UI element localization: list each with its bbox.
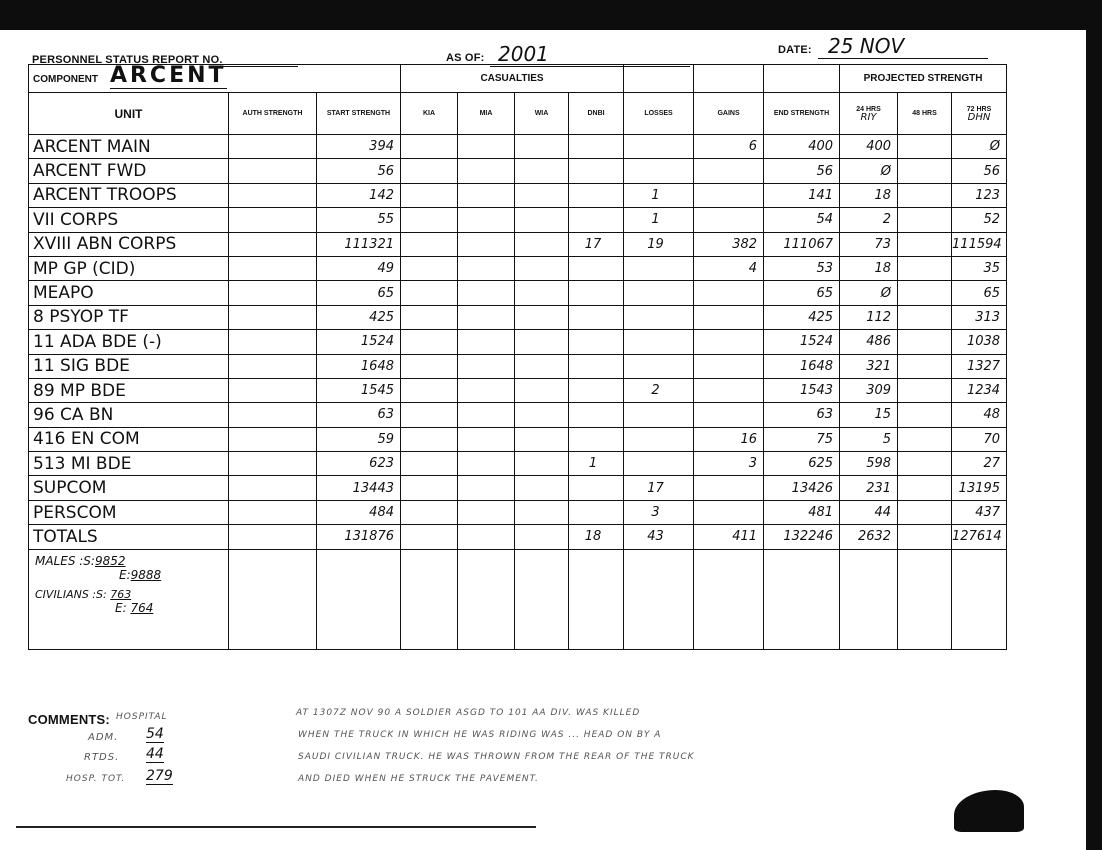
table-row <box>29 476 1007 500</box>
cell-wia <box>515 354 569 378</box>
h72-note: DHN <box>967 111 991 123</box>
cell-gains <box>694 208 764 232</box>
cell-h72: 1038 <box>952 330 1007 354</box>
table-row <box>29 378 1007 402</box>
cell-start: 425 <box>317 305 401 329</box>
cell-h72: 70 <box>952 427 1007 451</box>
cell-end: 1524 <box>764 330 840 354</box>
cell-h24: 400 <box>840 135 898 159</box>
cell-end: 425 <box>764 305 840 329</box>
unit-name: SUPCOM <box>29 476 229 500</box>
cell-h48 <box>898 159 952 183</box>
cell-h24: 321 <box>840 354 898 378</box>
cell-h72: 56 <box>952 159 1007 183</box>
mia-header: MIA <box>458 93 515 135</box>
cell-mia <box>458 281 515 305</box>
table-row <box>29 256 1007 280</box>
cell-start: 55 <box>317 208 401 232</box>
cell-h72: 13195 <box>952 476 1007 500</box>
cell-end: 1543 <box>764 378 840 402</box>
cell-gains <box>694 500 764 524</box>
cell-gains <box>694 354 764 378</box>
cell-start: 111321 <box>317 232 401 256</box>
unit-name: PERSCOM <box>29 500 229 524</box>
cell-mia <box>458 256 515 280</box>
cell-h24: 309 <box>840 378 898 402</box>
cell-losses <box>624 403 694 427</box>
cell-h48 <box>898 256 952 280</box>
cell-end: 54 <box>764 208 840 232</box>
cell-h48 <box>898 452 952 476</box>
start-header: START STRENGTH <box>317 93 401 135</box>
cell-gains: 411 <box>694 525 764 549</box>
h24-note: RIY <box>860 111 877 123</box>
cell-mia <box>458 183 515 207</box>
cell-dnbi <box>569 183 624 207</box>
cell-end: 481 <box>764 500 840 524</box>
unit-name: XVIII ABN CORPS <box>29 232 229 256</box>
table-row <box>29 427 1007 451</box>
unit-rows <box>29 135 1007 550</box>
cell-h72: 48 <box>952 403 1007 427</box>
h24-label: 24 HRS <box>856 105 881 113</box>
cell-mia <box>458 500 515 524</box>
cell-h72: 127614 <box>952 525 1007 549</box>
cell-wia <box>515 305 569 329</box>
cell-auth <box>229 525 317 549</box>
table-row <box>29 330 1007 354</box>
unit-name: 11 ADA BDE (-) <box>29 330 229 354</box>
cell-end: 65 <box>764 281 840 305</box>
cell-auth <box>229 476 317 500</box>
table-row <box>29 183 1007 207</box>
cell-h72: 35 <box>952 256 1007 280</box>
cell-losses: 1 <box>624 183 694 207</box>
cell-losses <box>624 135 694 159</box>
cell-dnbi: 18 <box>569 525 624 549</box>
as-of-value: 2001 <box>498 42 549 66</box>
cell-gains: 16 <box>694 427 764 451</box>
rtds-value: 44 <box>146 746 164 762</box>
table-row <box>29 525 1007 549</box>
projected-header: PROJECTED STRENGTH <box>840 65 1007 93</box>
cell-dnbi <box>569 476 624 500</box>
table-row <box>29 354 1007 378</box>
as-of-label: AS OF: <box>446 52 485 64</box>
cell-gains <box>694 476 764 500</box>
cell-start: 142 <box>317 183 401 207</box>
cell-h24: 2632 <box>840 525 898 549</box>
unit-name: ARCENT TROOPS <box>29 183 229 207</box>
cell-auth <box>229 500 317 524</box>
cell-kia <box>401 354 458 378</box>
unit-name: 8 PSYOP TF <box>29 305 229 329</box>
comment-line-1: AT 1307Z NOV 90 A SOLDIER ASGD TO 101 AA DIV. WAS KILLED <box>296 708 641 718</box>
cell-mia <box>458 135 515 159</box>
component-cell <box>29 65 401 93</box>
cell-start: 131876 <box>317 525 401 549</box>
cell-mia <box>458 208 515 232</box>
cell-auth <box>229 427 317 451</box>
cell-h48 <box>898 378 952 402</box>
males-e: E:9888 <box>119 567 162 582</box>
cell-start: 1545 <box>317 378 401 402</box>
cell-h72: Ø <box>952 135 1007 159</box>
unit-name: ARCENT FWD <box>29 159 229 183</box>
unit-name: 11 SIG BDE <box>29 354 229 378</box>
cell-h24: 44 <box>840 500 898 524</box>
table-row <box>29 281 1007 305</box>
cell-losses <box>624 330 694 354</box>
date-value: 25 NOV <box>828 34 905 58</box>
cell-auth <box>229 159 317 183</box>
cell-dnbi <box>569 427 624 451</box>
civilians-s: CIVILIANS :S: 763 <box>35 587 132 601</box>
h72-header <box>952 93 1007 135</box>
cell-gains <box>694 281 764 305</box>
cell-gains: 382 <box>694 232 764 256</box>
cell-h24: 18 <box>840 256 898 280</box>
cell-gains <box>694 159 764 183</box>
casualties-header: CASUALTIES <box>401 65 624 93</box>
cell-dnbi: 1 <box>569 452 624 476</box>
cell-h48 <box>898 354 952 378</box>
cell-losses <box>624 159 694 183</box>
extra-cell <box>29 549 229 649</box>
cell-start: 13443 <box>317 476 401 500</box>
hospital-note: HOSPITAL <box>116 712 168 722</box>
personnel-status-form <box>28 34 1008 834</box>
cell-h24: 486 <box>840 330 898 354</box>
cell-gains <box>694 330 764 354</box>
cell-end: 111067 <box>764 232 840 256</box>
cell-h24: 598 <box>840 452 898 476</box>
cell-gains <box>694 403 764 427</box>
cell-start: 65 <box>317 281 401 305</box>
table-row <box>29 403 1007 427</box>
cell-losses <box>624 281 694 305</box>
cell-kia <box>401 232 458 256</box>
cell-h48 <box>898 330 952 354</box>
cell-dnbi <box>569 500 624 524</box>
losses-header: LOSSES <box>624 93 694 135</box>
cell-end: 1648 <box>764 354 840 378</box>
scan-top-border <box>0 0 1102 30</box>
cell-mia <box>458 427 515 451</box>
h72-label: 72 HRS <box>966 105 992 113</box>
cell-auth <box>229 354 317 378</box>
cell-kia <box>401 452 458 476</box>
wia-header: WIA <box>515 93 569 135</box>
cell-h48 <box>898 305 952 329</box>
comment-line-4: AND DIED WHEN HE STRUCK THE PAVEMENT. <box>298 774 539 784</box>
cell-wia <box>515 159 569 183</box>
cell-wia <box>515 208 569 232</box>
unit-name: ARCENT MAIN <box>29 135 229 159</box>
cell-h24: Ø <box>840 281 898 305</box>
cell-h24: 231 <box>840 476 898 500</box>
cell-auth <box>229 208 317 232</box>
cell-gains <box>694 305 764 329</box>
cell-h48 <box>898 427 952 451</box>
cell-kia <box>401 500 458 524</box>
cell-wia <box>515 256 569 280</box>
cell-kia <box>401 330 458 354</box>
cell-wia <box>515 476 569 500</box>
cell-losses <box>624 256 694 280</box>
cell-mia <box>458 476 515 500</box>
males-s: MALES :S:9852 <box>35 553 126 568</box>
cell-h72: 313 <box>952 305 1007 329</box>
unit-name: MEAPO <box>29 281 229 305</box>
cell-kia <box>401 427 458 451</box>
unit-name: MP GP (CID) <box>29 256 229 280</box>
adm-label: ADM. <box>88 732 119 743</box>
unit-name: 513 MI BDE <box>29 452 229 476</box>
cell-mia <box>458 354 515 378</box>
cell-kia <box>401 281 458 305</box>
cell-losses <box>624 354 694 378</box>
cell-start: 484 <box>317 500 401 524</box>
cell-h72: 65 <box>952 281 1007 305</box>
cell-h48 <box>898 403 952 427</box>
extra-row <box>29 549 1007 649</box>
unit-name: 416 EN COM <box>29 427 229 451</box>
gains-header: GAINS <box>694 93 764 135</box>
h24-header <box>840 93 898 135</box>
cell-end: 56 <box>764 159 840 183</box>
cell-h48 <box>898 135 952 159</box>
cell-auth <box>229 403 317 427</box>
cell-gains: 3 <box>694 452 764 476</box>
component-label: COMPONENT <box>33 74 98 85</box>
cell-h72: 111594 <box>952 232 1007 256</box>
cell-dnbi <box>569 305 624 329</box>
cell-losses <box>624 427 694 451</box>
cell-kia <box>401 476 458 500</box>
cell-gains <box>694 183 764 207</box>
cell-wia <box>515 281 569 305</box>
cell-kia <box>401 159 458 183</box>
strength-table <box>28 64 1007 650</box>
cell-end: 63 <box>764 403 840 427</box>
hosp-total-value: 279 <box>146 768 173 784</box>
cell-start: 56 <box>317 159 401 183</box>
unit-name: 89 MP BDE <box>29 378 229 402</box>
cell-kia <box>401 208 458 232</box>
cell-dnbi <box>569 135 624 159</box>
cell-h48 <box>898 281 952 305</box>
cell-start: 1524 <box>317 330 401 354</box>
comment-line-3: SAUDI CIVILIAN TRUCK. HE WAS THROWN FROM THE REAR OF THE TRUCK <box>298 752 695 762</box>
cell-wia <box>515 403 569 427</box>
cell-h24: 18 <box>840 183 898 207</box>
cell-losses: 2 <box>624 378 694 402</box>
cell-gains: 4 <box>694 256 764 280</box>
table-row <box>29 208 1007 232</box>
cell-h48 <box>898 183 952 207</box>
cell-kia <box>401 378 458 402</box>
cell-h48 <box>898 476 952 500</box>
cell-kia <box>401 183 458 207</box>
table-row <box>29 159 1007 183</box>
cell-dnbi <box>569 378 624 402</box>
cell-dnbi <box>569 354 624 378</box>
cell-wia <box>515 500 569 524</box>
form-footer-rule <box>16 826 536 828</box>
cell-mia <box>458 403 515 427</box>
cell-mia <box>458 232 515 256</box>
cell-start: 394 <box>317 135 401 159</box>
cell-auth <box>229 232 317 256</box>
unit-name: VII CORPS <box>29 208 229 232</box>
cell-h24: 112 <box>840 305 898 329</box>
comments-section <box>28 708 1006 828</box>
cell-end: 53 <box>764 256 840 280</box>
unit-name: 96 CA BN <box>29 403 229 427</box>
component-value: ARCENT <box>109 64 227 88</box>
cell-auth <box>229 378 317 402</box>
cell-h72: 27 <box>952 452 1007 476</box>
cell-mia <box>458 525 515 549</box>
cell-kia <box>401 305 458 329</box>
cell-losses <box>624 305 694 329</box>
cell-losses <box>624 452 694 476</box>
cell-h72: 1327 <box>952 354 1007 378</box>
cell-auth <box>229 135 317 159</box>
cell-losses: 17 <box>624 476 694 500</box>
cell-wia <box>515 427 569 451</box>
table-row <box>29 232 1007 256</box>
cell-h24: 73 <box>840 232 898 256</box>
auth-header: AUTH STRENGTH <box>229 93 317 135</box>
cell-end: 75 <box>764 427 840 451</box>
cell-start: 59 <box>317 427 401 451</box>
cell-mia <box>458 330 515 354</box>
cell-h72: 52 <box>952 208 1007 232</box>
cell-h48 <box>898 232 952 256</box>
table-row <box>29 500 1007 524</box>
kia-header: KIA <box>401 93 458 135</box>
rtds-label: RTDS. <box>84 752 120 763</box>
cell-auth <box>229 281 317 305</box>
adm-value: 54 <box>146 726 164 742</box>
cell-end: 132246 <box>764 525 840 549</box>
cell-gains: 6 <box>694 135 764 159</box>
table-row <box>29 305 1007 329</box>
cell-dnbi <box>569 256 624 280</box>
cell-losses: 19 <box>624 232 694 256</box>
cell-mia <box>458 378 515 402</box>
cell-auth <box>229 305 317 329</box>
hosp-total-label: HOSP. TOT. <box>66 774 126 784</box>
date-label: DATE: <box>778 44 812 56</box>
cell-h24: 5 <box>840 427 898 451</box>
cell-start: 1648 <box>317 354 401 378</box>
end-header: END STRENGTH <box>764 93 840 135</box>
table-row <box>29 135 1007 159</box>
date-underline <box>818 58 988 59</box>
cell-end: 13426 <box>764 476 840 500</box>
cell-auth <box>229 330 317 354</box>
cell-kia <box>401 403 458 427</box>
cell-dnbi <box>569 159 624 183</box>
cell-losses: 43 <box>624 525 694 549</box>
cell-h24: 15 <box>840 403 898 427</box>
cell-wia <box>515 378 569 402</box>
cell-losses: 1 <box>624 208 694 232</box>
cell-h24: Ø <box>840 159 898 183</box>
unit-name: TOTALS <box>29 525 229 549</box>
cell-dnbi: 17 <box>569 232 624 256</box>
cell-wia <box>515 135 569 159</box>
cell-kia <box>401 525 458 549</box>
cell-mia <box>458 305 515 329</box>
comment-line-2: WHEN THE TRUCK IN WHICH HE WAS RIDING WAS ... HEAD ON BY A <box>298 730 662 740</box>
cell-auth <box>229 256 317 280</box>
cell-auth <box>229 452 317 476</box>
cell-h24: 2 <box>840 208 898 232</box>
cell-kia <box>401 135 458 159</box>
cell-kia <box>401 256 458 280</box>
cell-start: 63 <box>317 403 401 427</box>
cell-end: 625 <box>764 452 840 476</box>
report-no-label: PERSONNEL STATUS REPORT NO. <box>32 54 223 66</box>
cell-dnbi <box>569 403 624 427</box>
cell-start: 623 <box>317 452 401 476</box>
cell-gains <box>694 378 764 402</box>
cell-dnbi <box>569 208 624 232</box>
unit-header: UNIT <box>29 93 229 135</box>
cell-wia <box>515 452 569 476</box>
cell-h72: 123 <box>952 183 1007 207</box>
table-row <box>29 452 1007 476</box>
cell-wia <box>515 183 569 207</box>
scan-right-border <box>1086 0 1102 850</box>
cell-wia <box>515 330 569 354</box>
cell-end: 141 <box>764 183 840 207</box>
cell-h48 <box>898 525 952 549</box>
cell-h72: 437 <box>952 500 1007 524</box>
cell-h48 <box>898 208 952 232</box>
cell-mia <box>458 452 515 476</box>
cell-end: 400 <box>764 135 840 159</box>
cell-start: 49 <box>317 256 401 280</box>
h48-header: 48 HRS <box>898 93 952 135</box>
dnbi-header: DNBI <box>569 93 624 135</box>
comments-label: COMMENTS: <box>28 712 110 727</box>
civilians-e: E: 764 <box>115 600 154 615</box>
cell-wia <box>515 525 569 549</box>
cell-h72: 1234 <box>952 378 1007 402</box>
cell-dnbi <box>569 330 624 354</box>
cell-auth <box>229 183 317 207</box>
cell-h48 <box>898 500 952 524</box>
cell-losses: 3 <box>624 500 694 524</box>
cell-wia <box>515 232 569 256</box>
cell-mia <box>458 159 515 183</box>
cell-dnbi <box>569 281 624 305</box>
